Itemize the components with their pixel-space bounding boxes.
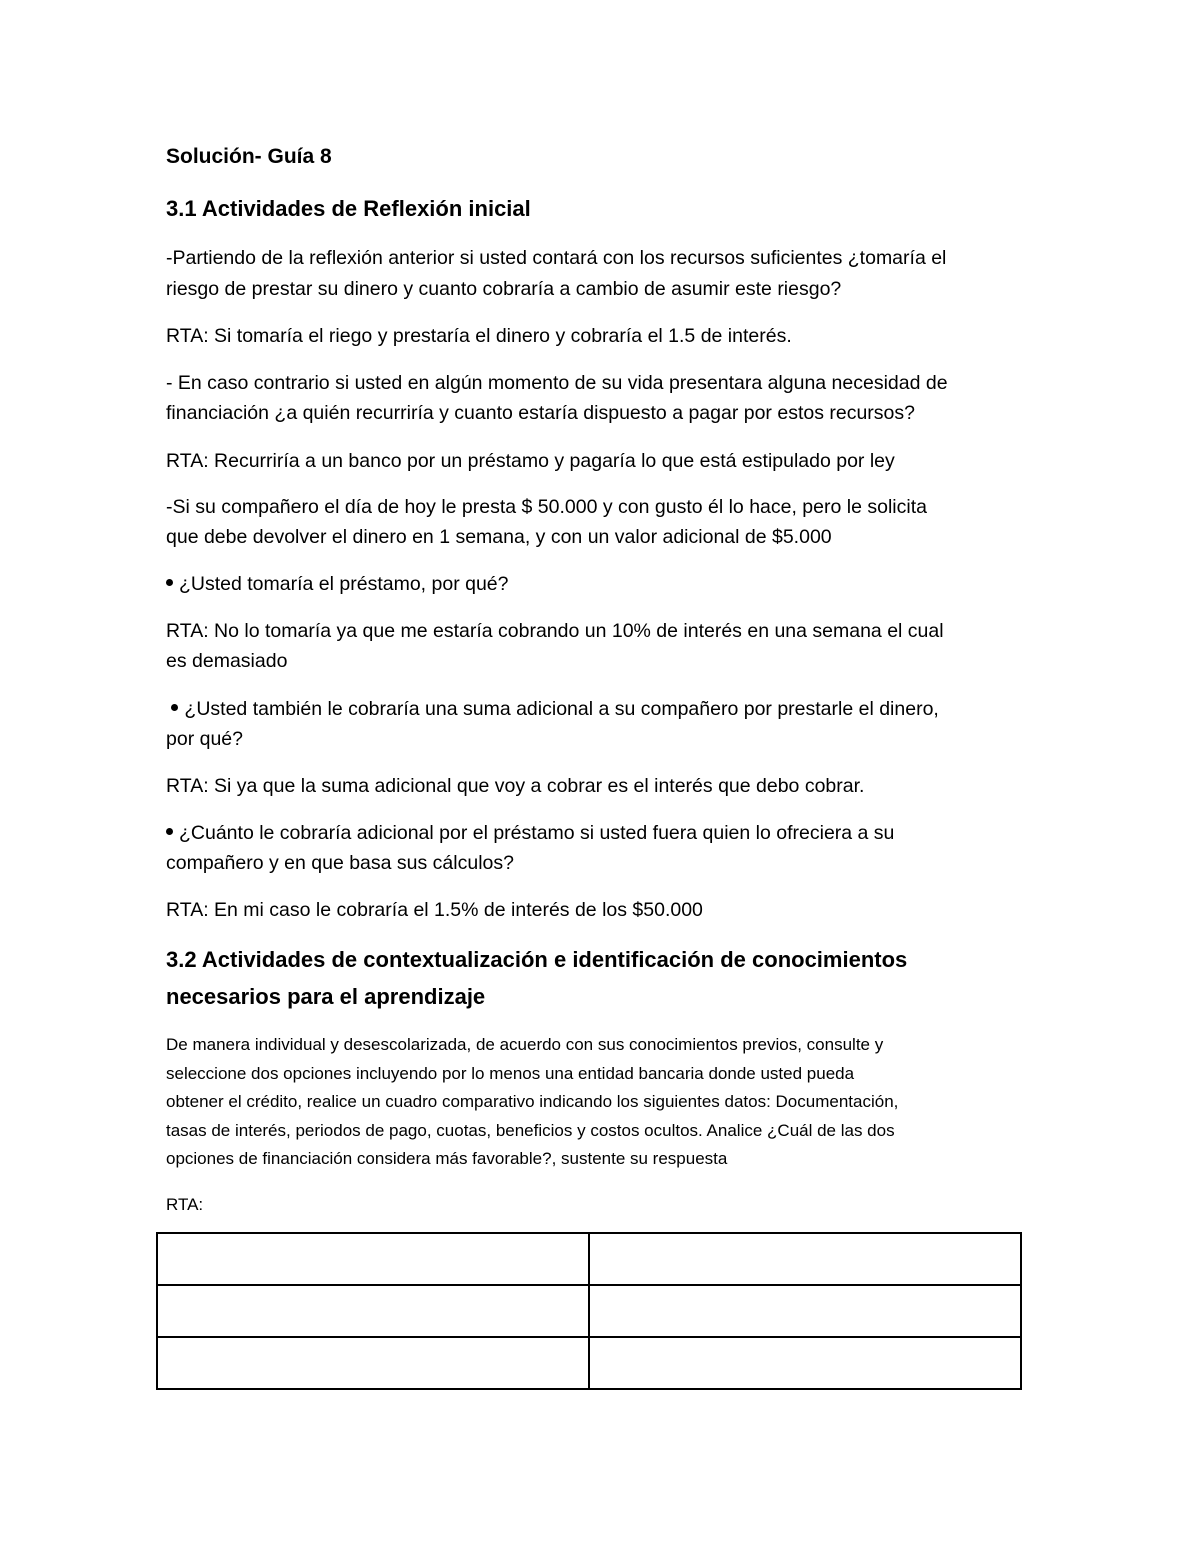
instructions-line-4: tasas de interés, periodos de pago, cuotas, beneficios y costos ocultos. Analice ¿Cuál de las dos (166, 1121, 895, 1140)
section-heading-3-2-line-2: necesarios para el aprendizaje (166, 984, 486, 1009)
bullet-question-2-line-1 (166, 695, 1046, 723)
instructions-line-2: seleccione dos opciones incluyendo por lo menos una entidad bancaria donde usted pueda (166, 1064, 855, 1083)
instructions-line-3: obtener el crédito, realice un cuadro comparativo indicando los siguientes datos: Documentación, (166, 1092, 899, 1111)
table-cell (589, 1337, 1021, 1389)
section-heading-3-2-line-1: 3.2 Actividades de contextualización e identificación de conocimientos (166, 947, 908, 972)
answer-5: RTA: En mi caso le cobraría el 1.5% de interés de los $50.000 (166, 899, 703, 921)
instructions-line-1: De manera individual y desescolarizada, de acuerdo con sus conocimientos previos, consulte y (166, 1035, 884, 1054)
table-cell (157, 1285, 589, 1337)
answer-1: RTA: Si tomaría el riego y prestaría el dinero y cobraría el 1.5 de interés. (166, 325, 792, 347)
bullet-question-3-line-1 (166, 819, 1046, 847)
table-row (157, 1285, 1021, 1337)
question-1-line-2: riesgo de prestar su dinero y cuanto cobraría a cambio de asumir este riesgo? (166, 278, 842, 300)
table-cell (157, 1233, 589, 1285)
question-3-line-2: que debe devolver el dinero en 1 semana, y con un valor adicional de $5.000 (166, 526, 832, 548)
document-title: Solución- Guía 8 (166, 145, 332, 168)
table-row (157, 1233, 1021, 1285)
answer-4: RTA: Si ya que la suma adicional que voy a cobrar es el interés que debo cobrar. (166, 775, 865, 797)
answer-3-line-2: es demasiado (166, 650, 288, 672)
question-1-line-1: -Partiendo de la reflexión anterior si usted contará con los recursos suficientes ¿tomaría el (166, 247, 947, 269)
bullet-question-3-line-2: compañero y en que basa sus cálculos? (166, 852, 514, 874)
instructions-line-5: opciones de financiación considera más favorable?, sustente su respuesta (166, 1149, 728, 1168)
bullet-question-2-line-2: por qué? (166, 728, 243, 750)
rta-label: RTA: (166, 1195, 204, 1214)
section-heading-3-1: 3.1 Actividades de Reflexión inicial (166, 196, 531, 221)
question-2-line-1: - En caso contrario si usted en algún momento de su vida presentara alguna necesidad de (166, 372, 948, 394)
answer-3-line-1: RTA: No lo tomaría ya que me estaría cobrando un 10% de interés en una semana el cual (166, 620, 944, 642)
bullet-icon (166, 828, 173, 835)
bullet-icon (171, 704, 178, 711)
table-cell (157, 1337, 589, 1389)
bullet-question-3-text: ¿Cuánto le cobraría adicional por el préstamo si usted fuera quien lo ofreciera a su (179, 822, 895, 844)
bullet-question-2-text: ¿Usted también le cobraría una suma adicional a su compañero por prestarle el dinero, (184, 698, 939, 720)
table-row (157, 1337, 1021, 1389)
bullet-question-1 (166, 570, 1046, 598)
bullet-question-1-text: ¿Usted tomaría el préstamo, por qué? (179, 573, 509, 595)
answer-2: RTA: Recurriría a un banco por un préstamo y pagaría lo que está estipulado por ley (166, 450, 895, 472)
bullet-icon (166, 579, 173, 586)
question-3-line-1: -Si su compañero el día de hoy le presta $ 50.000 y con gusto él lo hace, pero le solicita (166, 496, 927, 518)
table-cell (589, 1233, 1021, 1285)
comparison-table (156, 1232, 1022, 1390)
table-cell (589, 1285, 1021, 1337)
question-2-line-2: financiación ¿a quién recurriría y cuanto estaría dispuesto a pagar por estos recursos? (166, 402, 915, 424)
